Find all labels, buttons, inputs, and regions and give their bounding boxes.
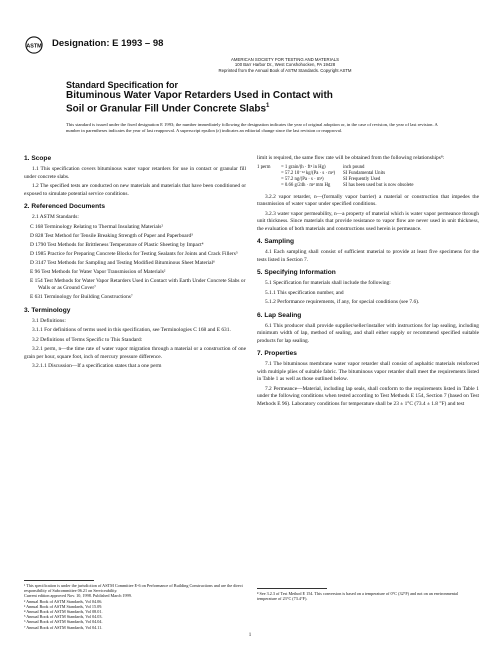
footnote: ⁵ Annual Book of ASTM Standards, Vol 04.03. bbox=[24, 614, 103, 620]
eq-value: = 57.2 10⁻¹² kg/(Pa · s · m²) bbox=[281, 170, 336, 176]
paragraph: limit is required, the same flow rate will be obtained from the following relationships⁸: bbox=[257, 155, 445, 161]
title-line: Bituminous Water Vapor Retarders Used in Contact with bbox=[66, 90, 333, 101]
publisher-block bbox=[160, 57, 410, 73]
footnote: ² Annual Book of ASTM Standards, Vol 04.06. bbox=[24, 598, 103, 604]
footnote: ⁸ See 3.2.3 of Test Method E 154. This conversion is based on a temperature of 0°C (32°F) and not on an environmental temperature of 23°C (73.4°F). bbox=[257, 591, 459, 602]
eq-label: 1 perm bbox=[257, 164, 271, 170]
eq-unit: SI has been used but is now obsolete bbox=[343, 183, 414, 189]
eq-value: = 57.2 ng/(Pa · s · m²) bbox=[281, 177, 324, 183]
reference-item: D 3147 Test Methods for Sampling and Testing Modified Bituminous Sheet Material⁶ bbox=[30, 259, 215, 266]
eq-value: = 1 grain/(h · ft² in Hg) bbox=[281, 164, 326, 170]
section-heading: 4. Sampling bbox=[257, 238, 295, 246]
eq-unit: SI Fundamental Units bbox=[343, 170, 386, 176]
page-number: 1 bbox=[248, 633, 252, 638]
reference-item: D 1985 Practice for Preparing Concrete Blocks for Testing Sealants for Joints and Crack Fillers⁵ bbox=[30, 250, 238, 257]
title-line bbox=[66, 101, 446, 114]
reference-item: D 1790 Test Methods for Brittleness Temperature of Plastic Sheeting by Impact⁴ bbox=[30, 241, 204, 248]
reference-item: E 96 Test Methods for Water Vapor Transmission of Materials² bbox=[30, 268, 166, 275]
designation: Designation: E 1993 – 98 bbox=[52, 38, 164, 49]
unit-conversion-table bbox=[257, 165, 479, 190]
paragraph: 5.1 Specification for materials shall include the following: bbox=[265, 280, 391, 287]
paragraph: 6.1 This producer shall provide supplier/seller/installer with instructions for lap sealing, including minimum width of lap, method of sealing, and shall either supply or recommend specified suitable products for lap sealing. bbox=[257, 322, 479, 344]
paragraph: 3.2 Definitions of Terms Specific to This Standard: bbox=[32, 336, 143, 343]
section-heading: 6. Lap Sealing bbox=[257, 311, 302, 319]
title-text: Soil or Granular Fill Under Concrete Slabs bbox=[66, 103, 267, 115]
section-heading: 1. Scope bbox=[24, 155, 52, 162]
footnote: Current edition approved Nov. 10, 1998. Published March 1999. bbox=[24, 593, 132, 599]
reference-item: E 631 Terminology for Building Constructions⁷ bbox=[30, 294, 133, 300]
reference-item: E 154 Test Methods for Water Vapor Retarders Used in Contact with Earth Under Concrete Slabs or Walls or as Ground Cover⁷ bbox=[30, 277, 246, 291]
paragraph: 3.2.1.1 Discussion—If a specification states that a one perm bbox=[32, 363, 162, 369]
document-title bbox=[66, 80, 446, 114]
footnote: ⁷ Annual Book of ASTM Standards, Vol 04.11. bbox=[24, 624, 103, 630]
footnote-rule bbox=[24, 580, 94, 581]
standard-notice: This standard is issued under the fixed designation E 1993; the number immediately following the designation indicates the year of original adoption or, in the case of revision, the year of last revision. A number in parentheses indicates the year of last reapproval. A superscript epsilon (ε) indicates an editorial change since the last revision or reapproval. bbox=[66, 122, 438, 133]
eq-unit: SI Frequently Used bbox=[343, 177, 381, 183]
eq-value: = 0.66 g/24h · m² mm Hg bbox=[281, 183, 331, 189]
paragraph: 1.1 This specification covers bituminous water vapor retarders for use in contact or granular fill under concrete slabs. bbox=[24, 166, 246, 180]
paragraph: 7.2 Permeance—Material, including lap seals, shall conform to the requirements listed in Table 1 under the following conditions when tested according to Test Methods E 154, Section 7 (based on Test Methods E 96). Laboratory conditions for temperature shall be 23 ± 1°C (73.4 ± 1.8 °F) and test bbox=[257, 385, 479, 407]
section-heading: 5. Specifying Information bbox=[257, 269, 336, 277]
section-heading: 2. Referenced Documents bbox=[24, 203, 105, 210]
paragraph: 3.2.3 water vapor permeability, n—a property of material which is water vapor permeance through unit thickness. Since materials that provide resistance to vapor flow are never used in unit thickness, the evaluation of both materials and constructions used herein is permeance. bbox=[257, 210, 479, 232]
footnote: ¹ This specification is under the jurisdiction of ASTM Committee E-6 on Performance of Building Constructions and are the direct responsibility of Subcommittee 06.21 on Serviceability. bbox=[24, 583, 243, 594]
eq-label bbox=[257, 183, 281, 189]
publisher-line: AMERICAN SOCIETY FOR TESTING AND MATERIALS bbox=[231, 57, 339, 62]
reference-item: C 168 Terminology Relating to Thermal Insulating Materials² bbox=[30, 223, 163, 230]
publisher-line: 100 Barr Harbor Dr., West Conshohocken, PA 19428 bbox=[234, 62, 336, 68]
paragraph: 4.1 Each sampling shall consist of sufficient material to provide at least five specimens for the tests listed in Section 7. bbox=[257, 249, 479, 263]
footnote-rule bbox=[257, 588, 327, 589]
paragraph: 3.2.2 vapor retarder, n—(formally vapor barrier) a material or construction that impedes the transmission of water vapor under specified conditions. bbox=[257, 193, 479, 208]
footnotes-left bbox=[24, 583, 246, 630]
section-heading: 7. Properties bbox=[257, 350, 297, 358]
publisher-line: Reprinted from the Annual Book of ASTM Standards. Copyright ASTM bbox=[218, 67, 352, 73]
footnotes-right bbox=[257, 591, 479, 601]
eq-unit: inch pound bbox=[343, 164, 365, 170]
paragraph: 1.2 The specified tests are conducted on new materials and materials that have been conditioned or exposed to simulate potential service conditions. bbox=[24, 183, 246, 197]
title-line: Standard Specification for bbox=[66, 80, 179, 90]
left-column bbox=[24, 155, 246, 373]
paragraph: 2.1 ASTM Standards: bbox=[32, 214, 79, 220]
astm-logo bbox=[25, 36, 43, 54]
reference-item: D 828 Test Method for Tensile Breaking Strength of Paper and Paperboard³ bbox=[30, 232, 193, 239]
paragraph: 5.1.1 This specification number, and bbox=[265, 289, 344, 296]
paragraph: 7.1 The bituminous membrane water vapor retarder shall consist of asphaltic materials reinforced with multiple plies of suitable fabric. The bituminous vapor retarder shall meet the requirements listed in Table 1 as well as those outlined below. bbox=[257, 361, 479, 383]
right-column bbox=[257, 155, 479, 410]
paragraph: 5.1.2 Performance requirements, if any, for special conditions (see 7.6). bbox=[265, 299, 420, 306]
footnote: ³ Annual Book of ASTM Standards, Vol 15.09. bbox=[24, 603, 103, 609]
title-footnote-mark: 1 bbox=[266, 103, 270, 109]
footnote: ⁶ Annual Book of ASTM Standards, Vol 04.04. bbox=[24, 619, 103, 625]
footnote: ⁴ Annual Book of ASTM Standards, Vol 08.01. bbox=[24, 609, 103, 615]
paragraph: 3.1 Definitions: bbox=[32, 317, 66, 324]
paragraph: 3.1.1 For definitions of terms used in this specification, see Terminologies C 168 and E 631. bbox=[32, 327, 231, 333]
paragraph: 3.2.1 perm, n—the time rate of water vapor migration through a material or a construction of one grain per hour, square foot, inch of mercury pressure difference. bbox=[24, 346, 246, 360]
svg-text:ASTM: ASTM bbox=[26, 43, 42, 50]
section-heading: 3. Terminology bbox=[24, 306, 71, 314]
